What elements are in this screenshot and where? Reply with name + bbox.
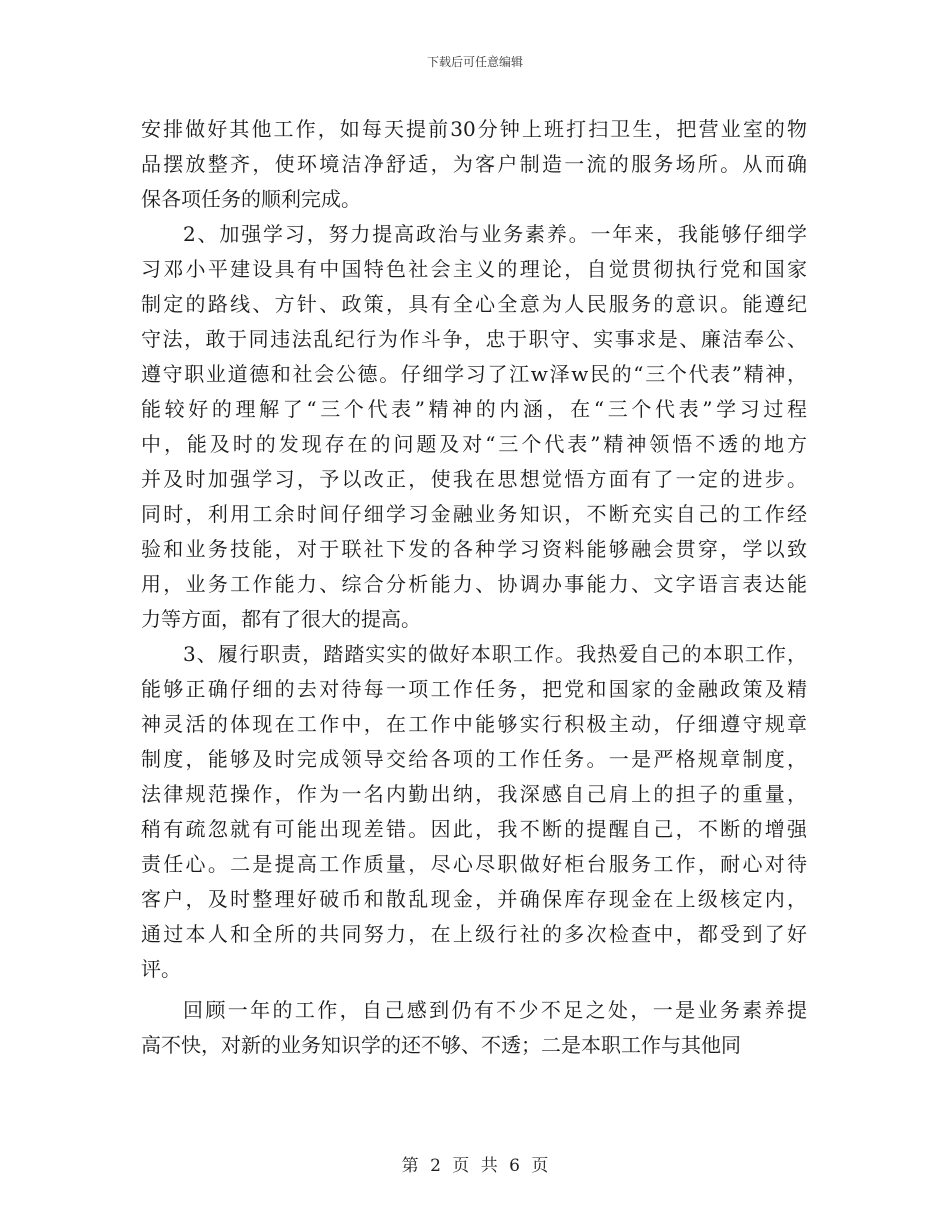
text-line: 习邓小平建设具有中国特色社会主义的理论，自觉贯彻执行党和国家 <box>141 257 807 281</box>
text-line: 安排做好其他工作，如每天提前30分钟上班打扫卫生，把营业室的物 <box>141 117 807 141</box>
text-line: 遵守职业道德和社会公德。仔细学习了江w泽w民的“三个代表”精神， <box>141 362 807 386</box>
text-line: 神灵活的体现在工作中，在工作中能够实行积极主动，仔细遵守规章 <box>141 712 807 736</box>
text-line: 通过本人和全所的共同努力，在上级行社的多次检查中，都受到了好 <box>141 922 807 946</box>
paragraph <box>141 112 807 217</box>
text-line: 能较好的理解了“三个代表”精神的内涵，在“三个代表”学习过程 <box>141 397 807 421</box>
paragraph <box>141 217 807 637</box>
text-line: 中，能及时的发现存在的问题及对“三个代表”精神领悟不透的地方 <box>141 432 807 456</box>
text-line: 同时，利用工余时间仔细学习金融业务知识，不断充实自己的工作经 <box>141 502 807 526</box>
page-number-footer: 第 2 页 共 6 页 <box>401 1156 549 1176</box>
paragraph <box>141 993 807 1063</box>
text-line: 评。 <box>141 957 181 981</box>
text-line: 力等方面，都有了很大的提高。 <box>141 607 421 631</box>
page-header: 下载后可任意编辑 <box>426 55 523 69</box>
text-line: 守法，敢于同违法乱纪行为作斗争，忠于职守、实事求是、廉洁奉公、 <box>141 327 807 351</box>
text-line: 用，业务工作能力、综合分析能力、协调办事能力、文字语言表达能 <box>141 572 807 596</box>
text-line: 制度，能够及时完成领导交给各项的工作任务。一是严格规章制度， <box>141 747 807 771</box>
text-line: 制定的路线、方针、政策，具有全心全意为人民服务的意识。能遵纪 <box>141 292 807 316</box>
text-line: 并及时加强学习，予以改正，使我在思想觉悟方面有了一定的进步。 <box>141 467 807 491</box>
text-line: 2、加强学习，努力提高政治与业务素养。一年来，我能够仔细学 <box>183 222 807 246</box>
text-line: 法律规范操作，作为一名内勤出纳，我深感自己肩上的担子的重量， <box>141 782 807 806</box>
text-line: 回顾一年的工作，自己感到仍有不少不足之处，一是业务素养提 <box>183 998 807 1022</box>
document-body <box>141 112 807 1063</box>
text-line: 保各项任务的顺利完成。 <box>141 187 361 211</box>
text-line: 能够正确仔细的去对待每一项工作任务，把党和国家的金融政策及精 <box>141 677 807 701</box>
text-line: 3、履行职责，踏踏实实的做好本职工作。我热爱自己的本职工作， <box>183 642 807 666</box>
text-line: 责任心。二是提高工作质量，尽心尽职做好柜台服务工作，耐心对待 <box>141 852 807 876</box>
text-line: 验和业务技能，对于联社下发的各种学习资料能够融会贯穿，学以致 <box>141 537 807 561</box>
text-line: 高不快，对新的业务知识学的还不够、不透；二是本职工作与其他同 <box>141 1033 741 1057</box>
paragraph <box>141 637 807 987</box>
text-line: 客户，及时整理好破币和散乱现金，并确保库存现金在上级核定内， <box>141 887 807 911</box>
text-line: 品摆放整齐，使环境洁净舒适，为客户制造一流的服务场所。从而确 <box>141 152 807 176</box>
text-line: 稍有疏忽就有可能出现差错。因此，我不断的提醒自己，不断的增强 <box>141 817 807 841</box>
